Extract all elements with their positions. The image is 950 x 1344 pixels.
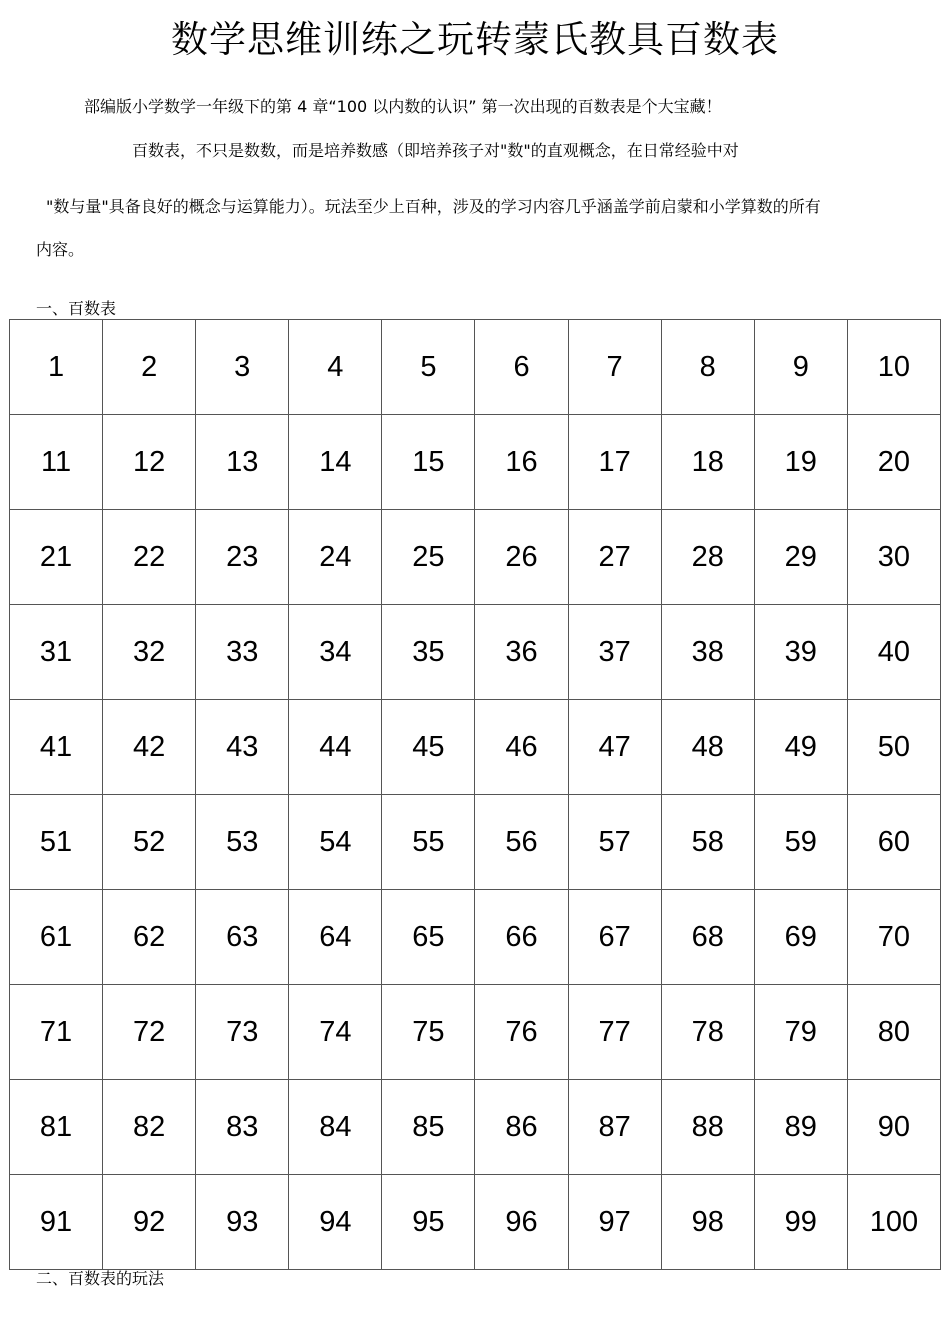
hundred-chart-cell: 70 — [847, 890, 940, 985]
hundred-chart-cell: 31 — [10, 605, 103, 700]
hundred-chart-cell: 37 — [568, 605, 661, 700]
hundred-chart-cell: 10 — [847, 320, 940, 415]
hundred-chart-cell: 59 — [754, 795, 847, 890]
hundred-chart-cell: 72 — [103, 985, 196, 1080]
hundred-chart-cell: 86 — [475, 1080, 568, 1175]
intro-paragraph-line-4: 内容。 — [36, 240, 85, 259]
hundred-chart-cell: 73 — [196, 985, 289, 1080]
hundred-chart-cell: 66 — [475, 890, 568, 985]
hundred-chart-cell: 17 — [568, 415, 661, 510]
hundred-chart-cell: 4 — [289, 320, 382, 415]
hundred-chart-cell: 55 — [382, 795, 475, 890]
hundred-chart-cell: 6 — [475, 320, 568, 415]
hundred-chart-cell: 1 — [10, 320, 103, 415]
hundred-chart-row — [10, 1175, 941, 1270]
hundred-chart-cell: 14 — [289, 415, 382, 510]
hundred-chart-cell: 7 — [568, 320, 661, 415]
hundred-chart-cell: 60 — [847, 795, 940, 890]
hundred-chart-cell: 47 — [568, 700, 661, 795]
hundred-chart-row — [10, 510, 941, 605]
hundred-chart-cell: 63 — [196, 890, 289, 985]
hundred-chart-cell: 41 — [10, 700, 103, 795]
hundred-chart-cell: 33 — [196, 605, 289, 700]
hundred-chart-cell: 84 — [289, 1080, 382, 1175]
hundred-chart-cell: 87 — [568, 1080, 661, 1175]
hundred-chart-cell: 20 — [847, 415, 940, 510]
hundred-chart-cell: 65 — [382, 890, 475, 985]
hundred-chart-cell: 83 — [196, 1080, 289, 1175]
hundred-chart-cell: 30 — [847, 510, 940, 605]
hundred-chart-cell: 85 — [382, 1080, 475, 1175]
hundred-chart-cell: 28 — [661, 510, 754, 605]
hundred-chart-cell: 92 — [103, 1175, 196, 1270]
hundred-chart-cell: 54 — [289, 795, 382, 890]
hundred-chart-cell: 80 — [847, 985, 940, 1080]
hundred-chart-cell: 2 — [103, 320, 196, 415]
hundred-chart-cell: 42 — [103, 700, 196, 795]
hundred-chart-cell: 77 — [568, 985, 661, 1080]
intro-paragraph-line-2: 百数表，不只是数数，而是培养数感（即培养孩子对"数"的直观概念，在日常经验中对 — [132, 141, 739, 160]
hundred-chart-cell: 43 — [196, 700, 289, 795]
hundred-chart-cell: 23 — [196, 510, 289, 605]
hundred-chart-cell: 49 — [754, 700, 847, 795]
hundred-chart-cell: 35 — [382, 605, 475, 700]
hundred-chart-cell: 29 — [754, 510, 847, 605]
hundred-chart-cell: 32 — [103, 605, 196, 700]
hundred-chart-cell: 50 — [847, 700, 940, 795]
hundred-chart-cell: 61 — [10, 890, 103, 985]
hundred-chart-row — [10, 1080, 941, 1175]
hundred-chart-cell: 22 — [103, 510, 196, 605]
hundred-chart-cell: 45 — [382, 700, 475, 795]
hundred-chart-cell: 75 — [382, 985, 475, 1080]
hundred-chart-cell: 19 — [754, 415, 847, 510]
hundred-chart-cell: 8 — [661, 320, 754, 415]
hundred-chart-cell: 11 — [10, 415, 103, 510]
hundred-chart-cell: 52 — [103, 795, 196, 890]
hundred-chart-cell: 81 — [10, 1080, 103, 1175]
hundred-chart-row — [10, 890, 941, 985]
section-heading-hundred-chart: 一、百数表 — [36, 299, 117, 318]
hundred-chart-cell: 27 — [568, 510, 661, 605]
hundred-chart-cell: 69 — [754, 890, 847, 985]
hundred-chart-cell: 90 — [847, 1080, 940, 1175]
hundred-chart-cell: 79 — [754, 985, 847, 1080]
hundred-chart-cell: 62 — [103, 890, 196, 985]
hundred-chart-cell: 91 — [10, 1175, 103, 1270]
hundred-chart-row — [10, 415, 941, 510]
hundred-chart-cell: 12 — [103, 415, 196, 510]
hundred-chart-cell: 5 — [382, 320, 475, 415]
hundred-chart-cell: 15 — [382, 415, 475, 510]
hundred-chart-cell: 16 — [475, 415, 568, 510]
hundred-chart-table — [9, 319, 941, 1270]
hundred-chart-cell: 88 — [661, 1080, 754, 1175]
hundred-chart-cell: 39 — [754, 605, 847, 700]
intro-paragraph-line-1: 部编版小学数学一年级下的第 4 章“100 以内数的认识” 第一次出现的百数表是个大宝藏！ — [84, 97, 722, 116]
hundred-chart-cell: 74 — [289, 985, 382, 1080]
hundred-chart-row — [10, 605, 941, 700]
hundred-chart-cell: 93 — [196, 1175, 289, 1270]
hundred-chart-cell: 78 — [661, 985, 754, 1080]
hundred-chart-cell: 44 — [289, 700, 382, 795]
hundred-chart-cell: 3 — [196, 320, 289, 415]
hundred-chart-cell: 95 — [382, 1175, 475, 1270]
hundred-chart-cell: 96 — [475, 1175, 568, 1270]
hundred-chart-cell: 99 — [754, 1175, 847, 1270]
hundred-chart-cell: 34 — [289, 605, 382, 700]
hundred-chart-cell: 67 — [568, 890, 661, 985]
hundred-chart-cell: 58 — [661, 795, 754, 890]
hundred-chart-cell: 46 — [475, 700, 568, 795]
hundred-chart-cell: 53 — [196, 795, 289, 890]
hundred-chart-cell: 82 — [103, 1080, 196, 1175]
hundred-chart-cell: 94 — [289, 1175, 382, 1270]
hundred-chart-cell: 56 — [475, 795, 568, 890]
hundred-chart-body — [10, 320, 941, 1270]
hundred-chart-cell: 68 — [661, 890, 754, 985]
page-title: 数学思维训练之玩转蒙氏教具百数表 — [171, 18, 779, 61]
section-heading-hundred-chart-games: 二、百数表的玩法 — [36, 1269, 165, 1288]
hundred-chart-cell: 71 — [10, 985, 103, 1080]
hundred-chart-cell: 51 — [10, 795, 103, 890]
hundred-chart-cell: 25 — [382, 510, 475, 605]
hundred-chart-cell: 64 — [289, 890, 382, 985]
hundred-chart-cell: 97 — [568, 1175, 661, 1270]
hundred-chart-cell: 76 — [475, 985, 568, 1080]
intro-paragraph-line-3: "数与量"具备良好的概念与运算能力）。玩法至少上百种，涉及的学习内容几乎涵盖学前启蒙和小学算数的所有 — [46, 197, 821, 216]
hundred-chart-cell: 36 — [475, 605, 568, 700]
hundred-chart-cell: 24 — [289, 510, 382, 605]
hundred-chart-row — [10, 795, 941, 890]
hundred-chart-cell: 9 — [754, 320, 847, 415]
hundred-chart-row — [10, 320, 941, 415]
hundred-chart-cell: 21 — [10, 510, 103, 605]
hundred-chart-cell: 40 — [847, 605, 940, 700]
hundred-chart-cell: 18 — [661, 415, 754, 510]
hundred-chart-row — [10, 985, 941, 1080]
hundred-chart-cell: 100 — [847, 1175, 940, 1270]
hundred-chart-cell: 89 — [754, 1080, 847, 1175]
hundred-chart-row — [10, 700, 941, 795]
hundred-chart-cell: 57 — [568, 795, 661, 890]
hundred-chart-cell: 48 — [661, 700, 754, 795]
hundred-chart-cell: 26 — [475, 510, 568, 605]
hundred-chart-cell: 38 — [661, 605, 754, 700]
hundred-chart-cell: 98 — [661, 1175, 754, 1270]
hundred-chart-cell: 13 — [196, 415, 289, 510]
